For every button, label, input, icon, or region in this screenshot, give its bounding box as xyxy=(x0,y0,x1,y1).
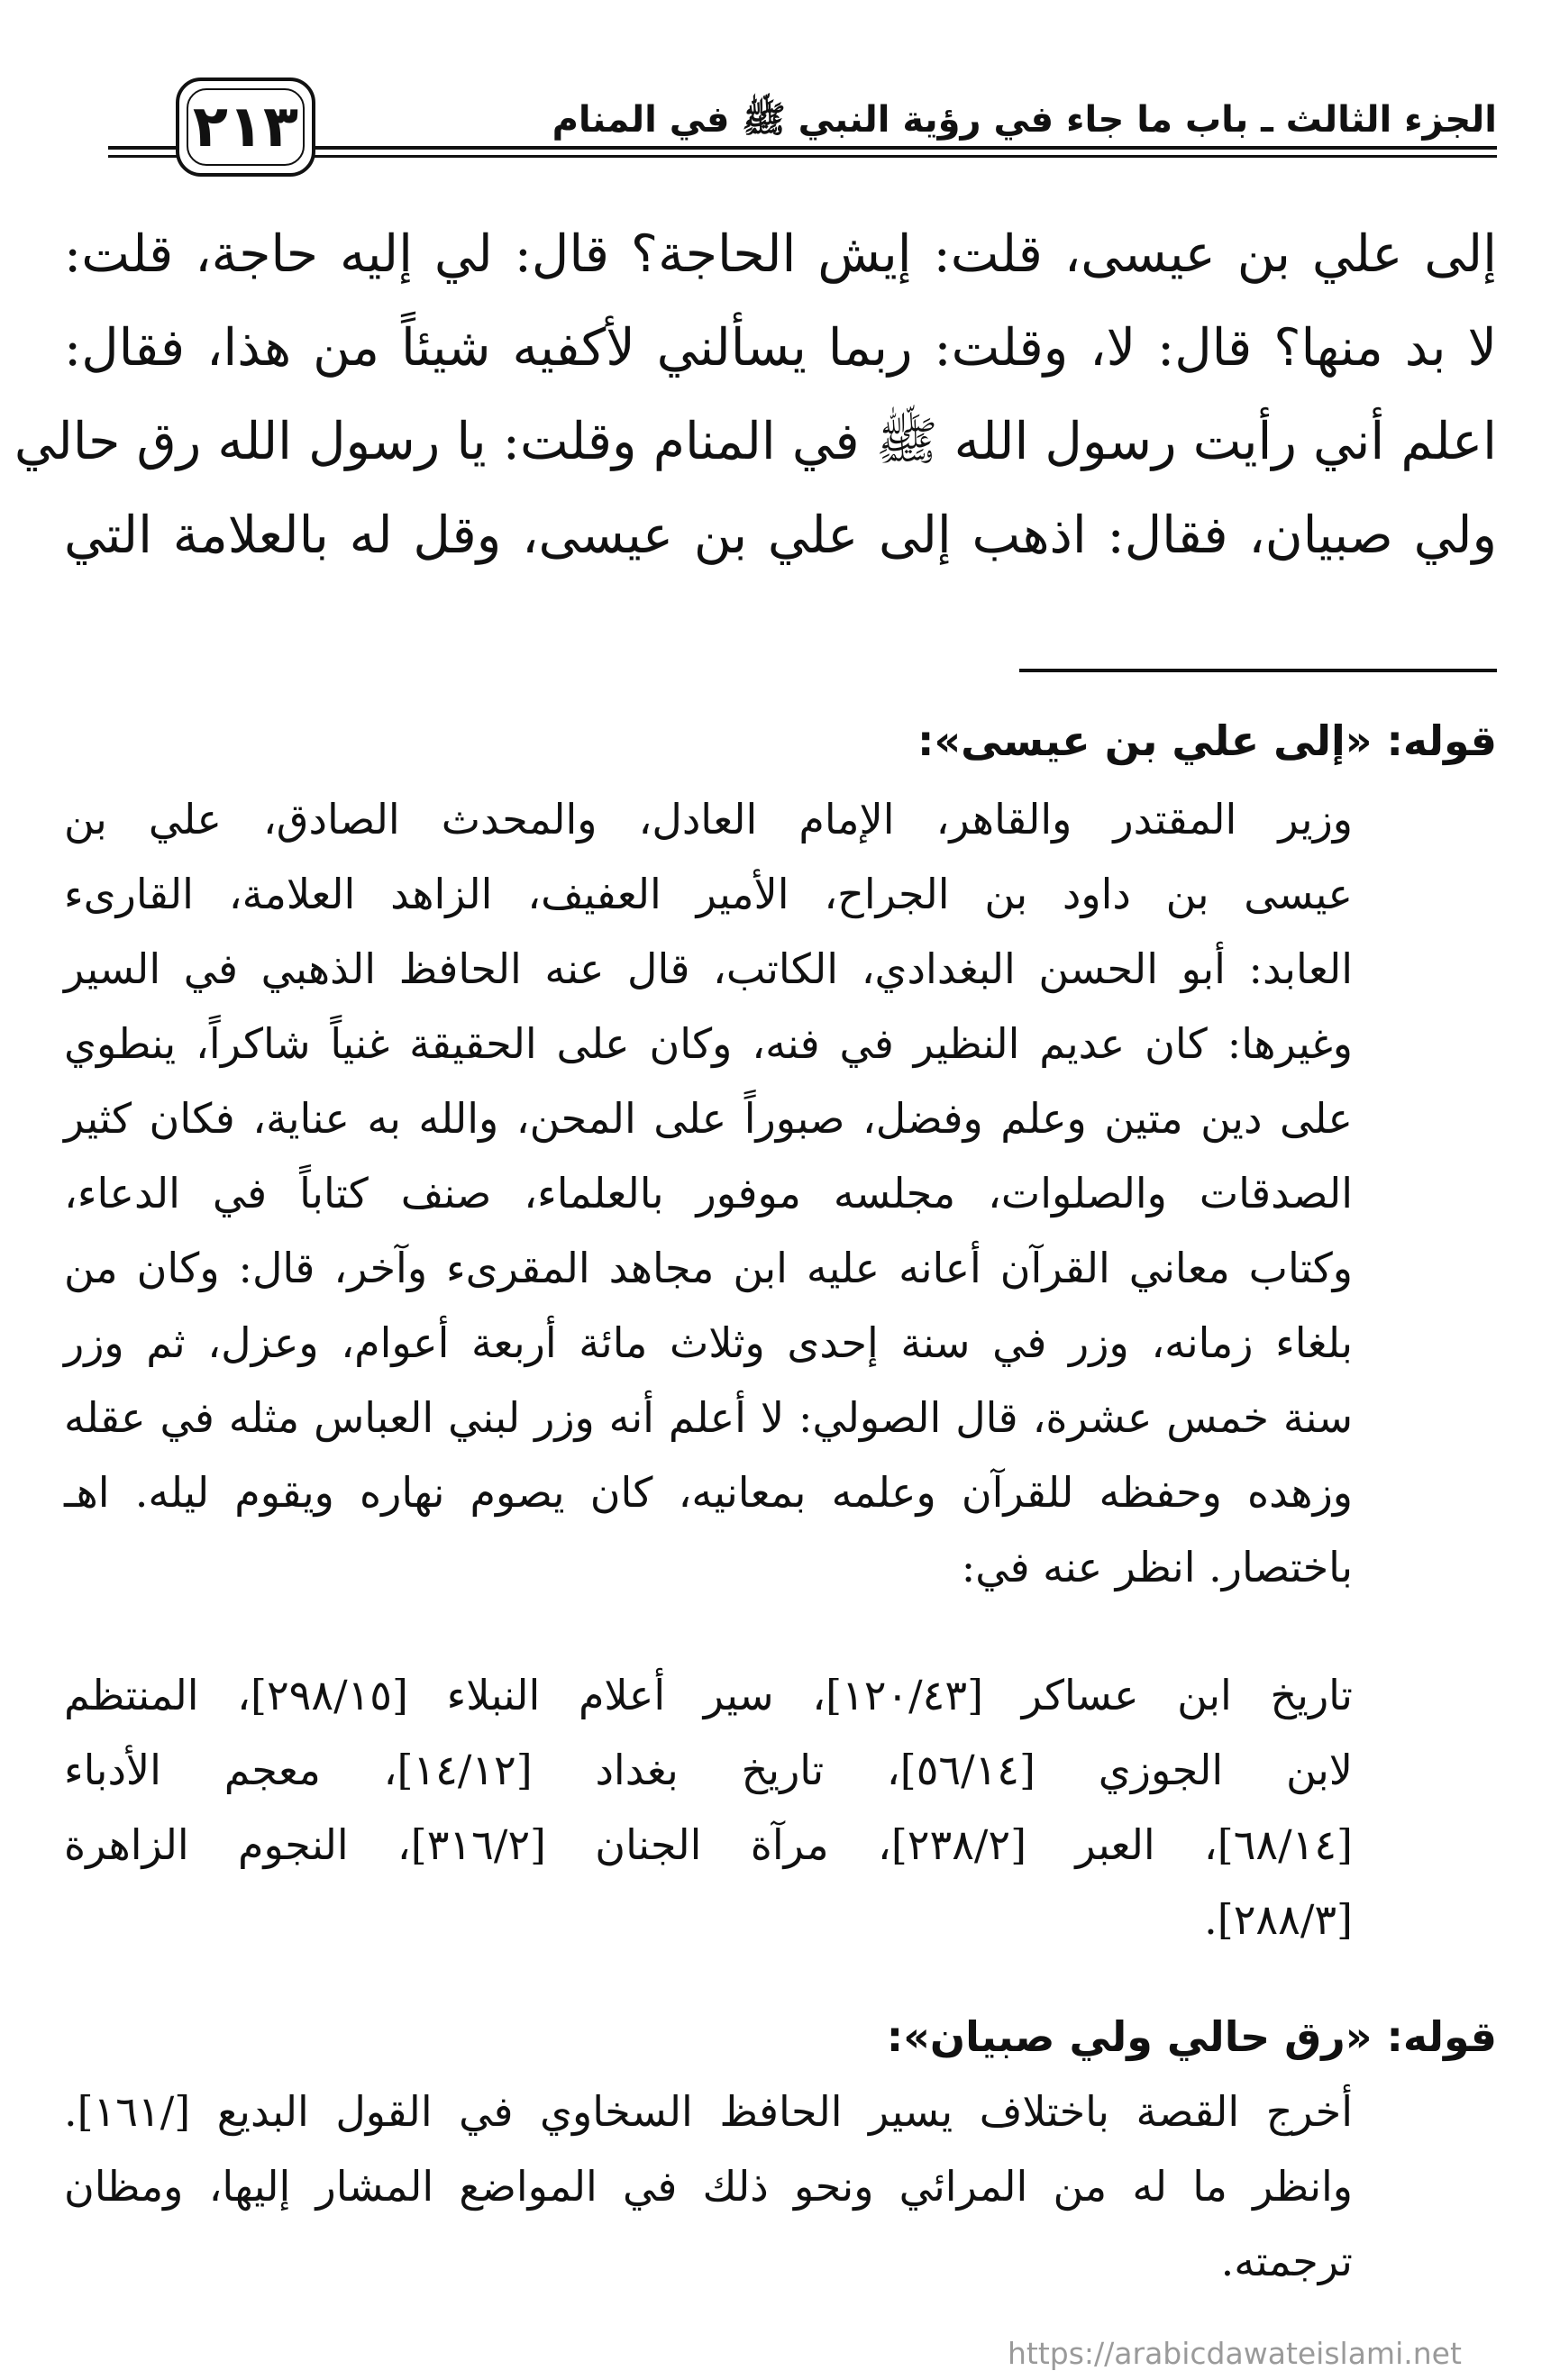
running-header-title: الجزء الثالث ـ باب ما جاء في رؤية النبي ﷺ في المنام xyxy=(552,99,1497,141)
note-label: قوله: «إلى علي بن عيسى»: xyxy=(917,716,1497,765)
note-line: وانظر ما له من المرائي ونحو ذلك في المواضع المشار إليها، ومظان xyxy=(64,2162,1353,2211)
note-line: [٦٨/١٤]، العبر [٢٣٨/٢]، مرآة الجنان [٣١٦/٢]، النجوم الزاهرة xyxy=(64,1820,1353,1869)
footnote-separator xyxy=(1019,669,1497,672)
main-text xyxy=(14,207,1497,582)
note-line: بلغاء زمانه، وزر في سنة إحدى وثلاث مائة أربعة أعوام، وعزل، ثم وزر xyxy=(64,1318,1353,1367)
note-line: وزهده وحفظه للقرآن وعلمه بمعانيه، كان يصوم نهاره ويقوم ليله. اهـ xyxy=(64,1468,1353,1517)
main-text-line: إلى علي بن عيسى، قلت: إيش الحاجة؟ قال: لي إليه حاجة، قلت: xyxy=(64,224,1497,284)
page-number: ٢١٣ xyxy=(192,94,299,160)
note-line: [٢٨٨/٣]. xyxy=(1204,1895,1353,1944)
note-line: على دين متين وعلم وفضل، صبوراً على المحن، والله به عناية، فكان كثير xyxy=(64,1094,1353,1143)
note-line: أخرج القصة باختلاف يسير الحافظ السخاوي في القول البديع [/١٦١]. xyxy=(64,2087,1353,2136)
main-text-line: لا بد منها؟ قال: لا، وقلت: ربما يسألني لأكفيه شيئاً من هذا، فقال: xyxy=(64,318,1497,378)
note-line: باختصار. انظر عنه في: xyxy=(961,1543,1353,1591)
note-line: وكتاب معاني القرآن أعانه عليه ابن مجاهد المقرىء وآخر، قال: وكان من xyxy=(64,1244,1353,1292)
note-line: عيسى بن داود بن الجراح، الأمير العفيف، الزاهد العلامة، القارىء xyxy=(64,870,1353,918)
note-line: الصدقات والصلوات، مجلسه موفور بالعلماء، صنف كتاباً في الدعاء، xyxy=(64,1169,1353,1217)
main-text-line: اعلم أني رأيت رسول الله ﷺ في المنام وقلت: يا رسول الله رق حالي xyxy=(14,412,1497,471)
note-line: لابن الجوزي [٥٦/١٤]، تاريخ بغداد [١٤/١٢]، معجم الأدباء xyxy=(64,1746,1354,1794)
note-line: العابد: أبو الحسن البغدادي، الكاتب، قال عنه الحافظ الذهبي في السير xyxy=(64,944,1353,993)
note-line: تاريخ ابن عساكر [١٢٠/٤٣]، سير أعلام النبلاء [٢٩٨/١٥]، المنتظم xyxy=(64,1671,1353,1719)
note-line: وغيرها: كان عديم النظير في فنه، وكان على الحقيقة غنياً شاكراً، ينطوي xyxy=(64,1019,1353,1068)
watermark-url: https://arabicdawateislami.net xyxy=(1008,2336,1462,2371)
page-number-box xyxy=(176,78,315,177)
main-text-line: ولي صبيان، فقال: اذهب إلى علي بن عيسى، وقل له بالعلامة التي xyxy=(64,506,1497,565)
header-rule-top xyxy=(108,146,1497,150)
note-body xyxy=(64,2075,1353,2299)
note-line: وزير المقتدر والقاهر، الإمام العادل، والمحدث الصادق، علي بن xyxy=(64,795,1353,843)
note-line: ترجمته. xyxy=(1220,2237,1353,2285)
note-label: قوله: «رق حالي ولي صبيان»: xyxy=(886,2012,1497,2061)
note-body xyxy=(64,782,1353,1605)
note-line: سنة خمس عشرة، قال الصولي: لا أعلم أنه وزر لبني العباس مثله في عقله xyxy=(64,1393,1353,1442)
header-rule-bottom xyxy=(108,155,1497,158)
note-references xyxy=(64,1658,1353,1957)
